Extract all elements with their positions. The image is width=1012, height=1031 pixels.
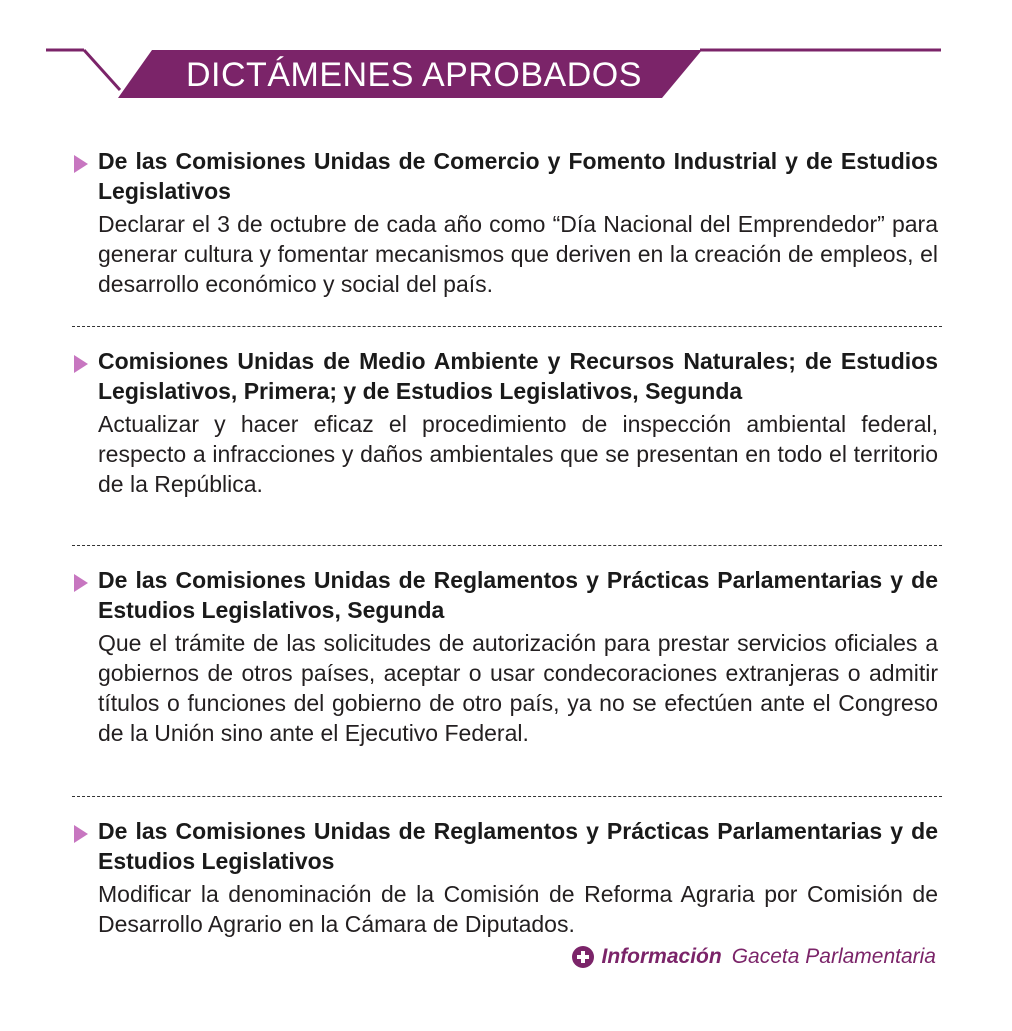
source-footer xyxy=(572,943,936,971)
triangle-bullet-icon xyxy=(74,825,88,843)
plus-circle-icon xyxy=(572,946,594,968)
approved-list xyxy=(70,146,942,939)
dashed-divider xyxy=(72,326,942,327)
triangle-bullet-icon xyxy=(74,574,88,592)
item-description: Que el trámite de las solicitudes de autorización para prestar servicios oficiales a gobiernos de otros países, aceptar o usar condecoraciones extranjeras o admitir títulos o funciones del gobierno de otro país, ya no se efectúen ante el Congreso de la Unión sino ante el Ejecutivo Federal. xyxy=(98,630,938,746)
triangle-bullet-icon xyxy=(74,355,88,373)
list-item xyxy=(70,565,942,796)
item-title: De las Comisiones Unidas de Comercio y Fomento Industrial y de Estudios Legislativos xyxy=(98,148,938,204)
item-title: De las Comisiones Unidas de Reglamentos y Prácticas Parlamentarias y de Estudios Legislativos, Segunda xyxy=(98,567,938,623)
item-description: Actualizar y hacer eficaz el procedimiento de inspección ambiental federal, respecto a infracciones y daños ambientales que se presentan en todo el territorio de la República. xyxy=(98,411,938,497)
page-title: DICTÁMENES APROBADOS xyxy=(186,56,642,94)
list-item xyxy=(70,146,942,326)
item-title: Comisiones Unidas de Medio Ambiente y Recursos Naturales; de Estudios Legislativos, Primera; y de Estudios Legislativos, Segunda xyxy=(98,348,938,404)
item-title: De las Comisiones Unidas de Reglamentos y Prácticas Parlamentarias y de Estudios Legislativos xyxy=(98,818,938,874)
item-description: Modificar la denominación de la Comisión de Reforma Agraria por Comisión de Desarrollo Agrario en la Cámara de Diputados. xyxy=(98,881,938,937)
header-rule-diagonal xyxy=(84,50,120,90)
dashed-divider xyxy=(72,545,942,546)
footer-label: Información xyxy=(601,945,722,968)
section-header xyxy=(0,0,1012,110)
footer-source: Gaceta Parlamentaria xyxy=(731,945,936,968)
triangle-bullet-icon xyxy=(74,155,88,173)
item-description: Declarar el 3 de octubre de cada año como “Día Nacional del Emprendedor” para generar cultura y fomentar mecanismos que deriven en la creación de empleos, el desarrollo económico y social del país. xyxy=(98,211,938,297)
list-item xyxy=(70,816,942,939)
list-item xyxy=(70,346,942,545)
dashed-divider xyxy=(72,796,942,797)
